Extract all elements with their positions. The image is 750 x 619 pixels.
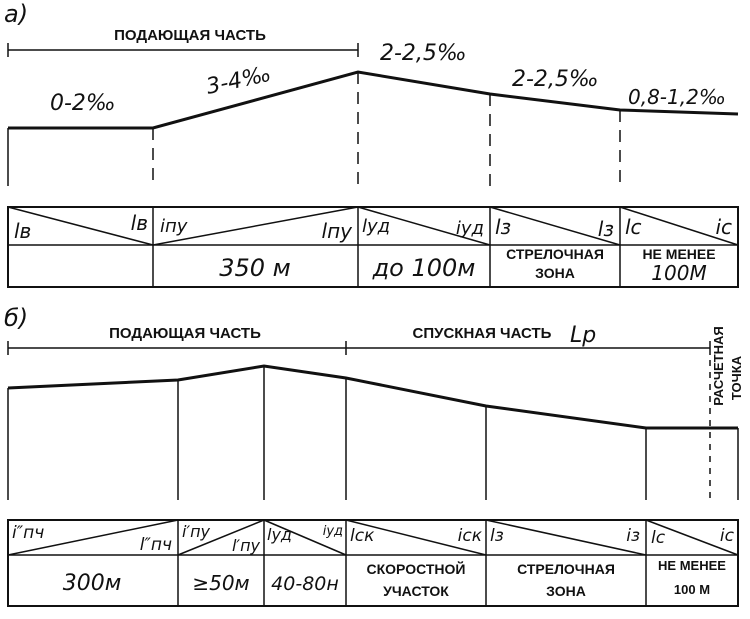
diagram-b-cell-5-right-symbol: iз — [626, 526, 640, 546]
diagram-b-cell-5-left-symbol: lз — [490, 526, 504, 546]
diagram-b-cell-2-right-symbol: l′пу — [231, 536, 260, 555]
diagram-a-cell-1-left-symbol: lв — [14, 219, 32, 243]
diagram-b-cell-4-value-line-2: УЧАСТОК — [383, 583, 449, 599]
diagram-b-descent-symbol: Lр — [570, 323, 597, 348]
diagram-b-cell-2-value: ≥50м — [192, 571, 250, 595]
diagram-a-cell-1-right-symbol: lв — [130, 211, 148, 235]
diagram-b-cell-1-right-symbol: l″пч — [139, 535, 172, 555]
diagram-a-slope-5: 0,8-1,2‰ — [628, 85, 726, 109]
diagram-b-cell-1-value: 300м — [62, 571, 122, 596]
diagram-b-profile-line — [8, 366, 738, 428]
diagram-a-cell-5-left-symbol: lс — [625, 215, 642, 239]
diagram-a-slope-4: 2-2,5‰ — [512, 67, 599, 92]
diagram-a-cell-2-left-symbol: iпу — [160, 216, 188, 237]
diagram-a-cell-4-left-symbol: lз — [495, 215, 512, 239]
diagram-b-cell-6-right-symbol: iс — [719, 526, 734, 546]
diagram-a-cell-5-value-line-2: 100М — [651, 261, 707, 285]
diagram-b-cell-5-value-line-1: СТРЕЛОЧНАЯ — [517, 561, 615, 577]
diagram-b-calc-point-line-2: ТОЧКА — [729, 355, 744, 401]
diagram-a-feed-dimension — [8, 43, 358, 57]
diagram-b-marker: б) — [4, 304, 29, 332]
diagram-b-cell-6-value-line-1: НЕ МЕНЕЕ — [658, 558, 726, 573]
diagram-b-cell-3-value: 40-80н — [271, 573, 339, 595]
diagram-a-cell-4-right-symbol: lз — [597, 217, 614, 241]
diagram-b-cell-5-value-line-2: ЗОНА — [546, 583, 586, 599]
diagram-b-cell-4-value-line-1: СКОРОСТНОЙ — [366, 561, 466, 577]
diagram-b-feed-label: ПОДАЮЩАЯ ЧАСТЬ — [109, 325, 261, 342]
diagram-a-slope-3: 2-2,5‰ — [380, 41, 467, 66]
diagram-b-dimension-line — [8, 341, 710, 355]
diagram-a-cell-4-value-line-1: СТРЕЛОЧНАЯ — [506, 246, 604, 262]
diagram-b-cell-4-left-symbol: lск — [350, 526, 375, 546]
diagram-b-cell-3-left-symbol: lуд — [267, 525, 292, 544]
diagram-b-calc-point-line-1: РАСЧЕТНАЯ — [711, 326, 726, 406]
diagram-a-cell-5-right-symbol: iс — [715, 215, 732, 239]
diagram-a-cell-4-value-line-2: ЗОНА — [535, 265, 575, 281]
diagram-b-cell-6-left-symbol: lс — [651, 528, 666, 548]
diagram-a-marker: а) — [4, 0, 29, 28]
diagram-b-cell-3-right-symbol: iуд — [322, 524, 343, 539]
diagram-b-cell-2-left-symbol: i′пу — [182, 522, 211, 541]
diagram-b-section-separators — [8, 360, 738, 500]
diagram-a-cell-2-right-symbol: lпу — [321, 219, 352, 243]
diagram-a-cell-2-value: 350 м — [219, 254, 291, 282]
diagram-b-cell-4-right-symbol: iск — [457, 526, 482, 546]
diagram-a-cell-3-value: до 100м — [372, 254, 476, 282]
diagram-a-cell-5-value-line-1: НЕ МЕНЕЕ — [642, 246, 716, 262]
diagram-a-feed-label: ПОДАЮЩАЯ ЧАСТЬ — [114, 27, 266, 44]
diagram-a-cell-3-right-symbol: iуд — [455, 218, 484, 239]
diagram-b-cell-1-left-symbol: i″пч — [12, 523, 45, 543]
diagram-b-cell-6-value-line-2: 100 М — [673, 582, 711, 597]
diagram-b-descent-label: СПУСКНАЯ ЧАСТЬ — [412, 325, 552, 342]
diagram-a-slope-2: 3-4‰ — [204, 61, 274, 100]
diagram-a-slope-1: 0-2‰ — [50, 91, 116, 116]
diagram-a-cell-3-left-symbol: lуд — [362, 216, 391, 237]
